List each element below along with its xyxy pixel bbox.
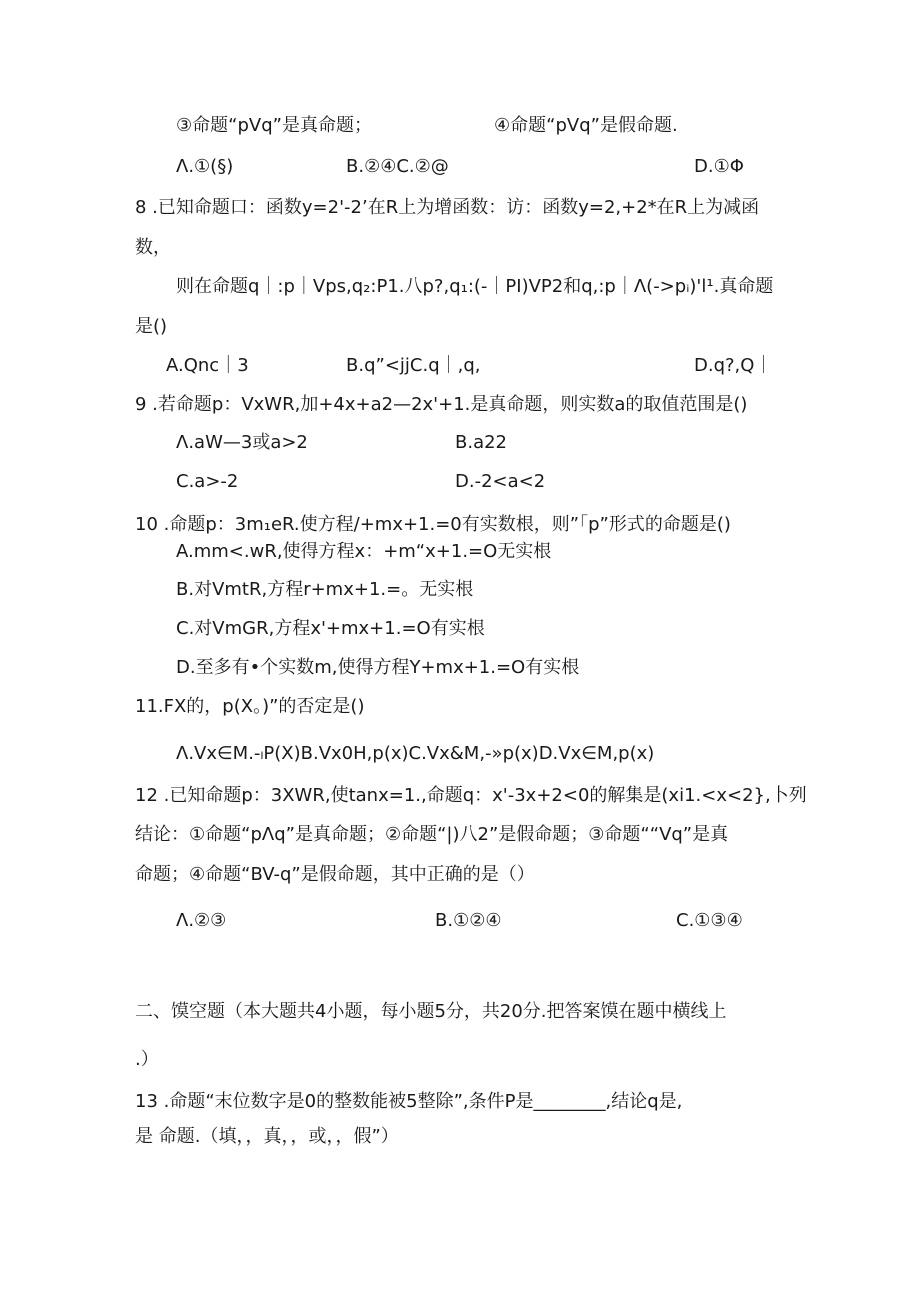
q7-option-b: B.②④C.②@ bbox=[346, 156, 449, 177]
q11-stem: 11.FX的，p(X。)”的否定是() bbox=[135, 696, 365, 717]
section-2-heading-line2: .） bbox=[135, 1049, 159, 1070]
q8-stem-line1: 8 .已知命题口：函数y=2'-2’在R上为增函数：访：函数y=2,+2*在R上为减函 bbox=[135, 197, 760, 218]
q10-option-b: B.对VmtR,方程r+mx+1.=。无实根 bbox=[176, 579, 474, 600]
section-2-heading-line1: 二、馍空题（本大题共4小题，每小题5分，共20分.把答案馍在题中横线上 bbox=[135, 1001, 727, 1022]
q12-stem-line3: 命题；④命题“BV-q”是假命题，其中正确的是（） bbox=[135, 864, 535, 885]
q9-stem: 9 .若命题p：VxWR,加+4x+a2—2x'+1.是真命题，则实数a的取值范围是() bbox=[135, 394, 748, 415]
q8-option-d: D.q?,Q｜ bbox=[694, 355, 773, 376]
q7-option-d: D.①Φ bbox=[694, 156, 744, 177]
q13-stem-line2: 是 命题.（填，，真，，或，，假”） bbox=[135, 1126, 399, 1147]
q10-option-a: A.mm<.wR,使得方程x：+m“x+1.=O无实根 bbox=[176, 541, 552, 562]
q12-stem-line2: 结论：①命题“pΛq”是真命题；②命题“|)八2”是假命题；③命题““Vq”是真 bbox=[135, 824, 729, 845]
q9-option-c: C.a>-2 bbox=[176, 471, 239, 492]
q10-stem: 10 .命题p：3m₁eR.使方程/+mx+1.=0有实数根，则”「p”形式的命题是() bbox=[135, 514, 731, 535]
q8-stem-line4: 是() bbox=[135, 316, 168, 337]
q10-option-d: D.至多有•个实数m,使得方程Y+mx+1.=O有实根 bbox=[176, 657, 580, 678]
q8-option-b: B.q”<jjC.q｜,q, bbox=[346, 355, 481, 376]
q12-stem-line1: 12 .已知命题p：3XWR,使tanx=1.,命题q：x'-3x+2<0的解集是(xi1.<x<2},卜列 bbox=[135, 785, 807, 806]
q8-stem-line2: 数， bbox=[135, 237, 171, 258]
q7-option-a: Λ.①(§) bbox=[176, 156, 234, 177]
q9-option-d: D.-2<a<2 bbox=[455, 471, 546, 492]
q11-options: Λ.Vx∈M.-ₗP(X)B.Vx0H,p(x)C.Vx&M,-»p(x)D.Vx∈M,p(x) bbox=[176, 743, 655, 764]
q7-statement-3: ③命题“pVq”是真命题； bbox=[176, 115, 372, 136]
q12-option-c: C.①③④ bbox=[676, 910, 743, 931]
q12-option-a: Λ.②③ bbox=[176, 910, 227, 931]
q12-option-b: B.①②④ bbox=[435, 910, 502, 931]
q9-option-a: Λ.aW—3或a>2 bbox=[176, 432, 308, 453]
q8-option-a: A.Qnc｜3 bbox=[166, 355, 249, 376]
q7-statement-4: ④命题“pVq”是假命题. bbox=[494, 115, 678, 136]
q9-option-b: B.a22 bbox=[455, 432, 508, 453]
q13-stem-line1: 13 .命题“末位数字是0的整数能被5整除”,条件P是________,结论q是, bbox=[135, 1091, 683, 1112]
q10-option-c: C.对VmGR,方程x'+mx+1.=O有实根 bbox=[176, 618, 485, 639]
q8-stem-line3: 则在命题q｜:p｜Vps,q₂:P1.八p?,q₁:(-｜PI)VP2和q,:p｜Λ(->pᵢ)'l¹.真命题 bbox=[176, 276, 774, 297]
